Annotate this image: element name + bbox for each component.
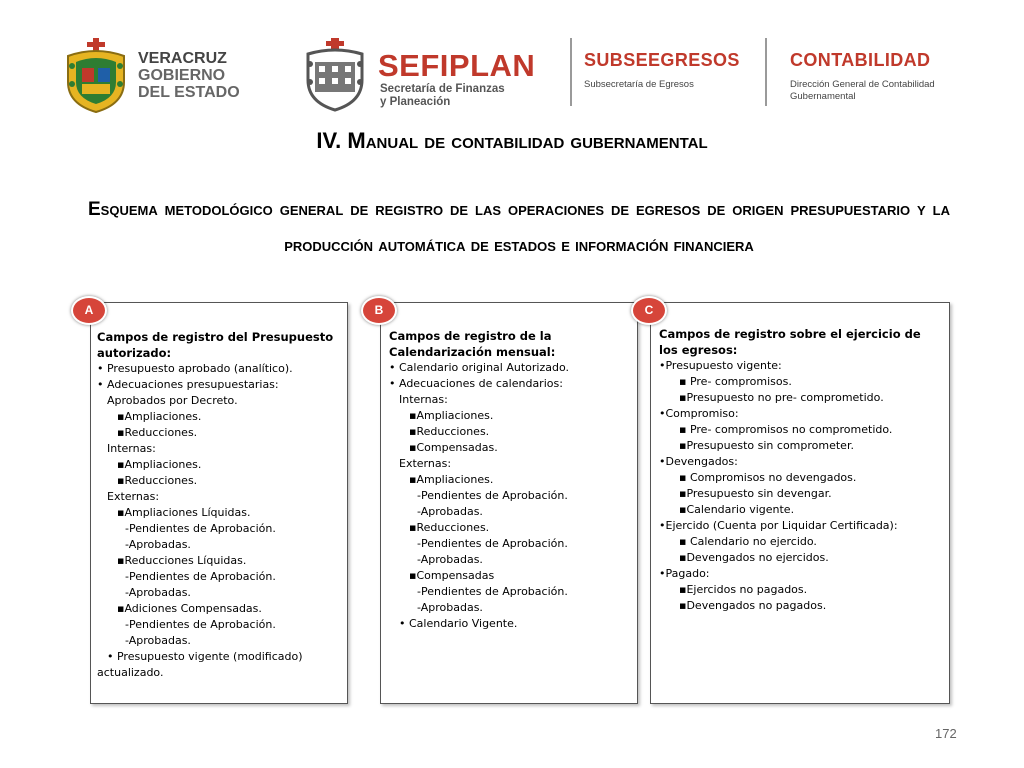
list-item: ▪ Compromisos no devengados. <box>679 471 857 484</box>
panel-c <box>644 302 950 704</box>
list-item: -Pendientes de Aprobación. <box>125 522 276 535</box>
contabilidad-sub-line1: Dirección General de Contabilidad <box>790 79 935 90</box>
list-item: • Calendario original Autorizado. <box>389 361 569 374</box>
list-item: ▪Ampliaciones Líquidas. <box>117 506 251 519</box>
list-item: -Aprobadas. <box>125 586 191 599</box>
list-item: •Pagado: <box>659 567 710 580</box>
list-item: -Pendientes de Aprobación. <box>125 570 276 583</box>
panel-b-content <box>389 328 631 632</box>
panel-a-title-line1: Campos de registro del Presupuesto <box>97 330 334 344</box>
panel-b-title-line1: Campos de registro de la <box>389 329 552 343</box>
list-item: ▪Ampliaciones. <box>409 473 494 486</box>
list-item: Externas: <box>399 457 452 470</box>
panel-a <box>84 302 348 704</box>
list-item: Internas: <box>107 442 156 455</box>
list-item: ▪Compensadas. <box>409 441 498 454</box>
list-item: -Aprobadas. <box>125 538 191 551</box>
panel-c-title-line2: los egresos: <box>659 343 738 357</box>
subsegresos-logo <box>584 50 759 91</box>
list-item: -Aprobadas. <box>417 553 483 566</box>
sefiplan-sub-line1: Secretaría de Finanzas <box>380 83 505 95</box>
list-item: Internas: <box>399 393 448 406</box>
list-item: • Presupuesto vigente (modificado) <box>107 650 303 663</box>
sefiplan-subtitle <box>380 83 505 109</box>
list-item: ▪Ejercidos no pagados. <box>679 583 808 596</box>
list-item: ▪ Calendario no ejercido. <box>679 535 817 548</box>
panel-badge-b: B <box>361 296 397 325</box>
sefiplan-shield-icon <box>302 38 368 112</box>
veracruz-line2: GOBIERNO <box>138 67 226 84</box>
panel-b <box>374 302 638 704</box>
list-item: -Pendientes de Aprobación. <box>417 489 568 502</box>
list-item: ▪Compensadas <box>409 569 495 582</box>
list-item: ▪Presupuesto sin comprometer. <box>679 439 854 452</box>
list-item: • Calendario Vigente. <box>399 617 518 630</box>
list-item: • Presupuesto aprobado (analítico). <box>97 362 293 375</box>
list-item: ▪Ampliaciones. <box>117 410 202 423</box>
list-item: •Presupuesto vigente: <box>659 359 782 372</box>
logo-divider <box>765 38 767 106</box>
list-item: -Aprobadas. <box>125 634 191 647</box>
list-item: ▪Devengados no ejercidos. <box>679 551 829 564</box>
panel-c-title-line1: Campos de registro sobre el ejercicio de <box>659 327 921 341</box>
list-item: • Adecuaciones de calendarios: <box>389 377 563 390</box>
contabilidad-logo <box>790 50 970 103</box>
list-item: •Compromiso: <box>659 407 739 420</box>
list-item: ▪Presupuesto sin devengar. <box>679 487 832 500</box>
list-item: ▪Ampliaciones. <box>409 409 494 422</box>
sefiplan-name: SEFIPLAN <box>378 48 536 83</box>
list-item: -Pendientes de Aprobación. <box>417 585 568 598</box>
list-item: ▪Reducciones Líquidas. <box>117 554 247 567</box>
sefiplan-sub-line2: y Planeación <box>380 96 451 108</box>
panel-badge-c: C <box>631 296 667 325</box>
list-item: ▪Adiciones Compensadas. <box>117 602 262 615</box>
logo-divider <box>570 38 572 106</box>
contabilidad-sub-line2: Gubernamental <box>790 91 856 102</box>
list-item: ▪Devengados no pagados. <box>679 599 827 612</box>
list-item: Externas: <box>107 490 160 503</box>
list-item: •Devengados: <box>659 455 738 468</box>
list-item: ▪Presupuesto no pre- comprometido. <box>679 391 884 404</box>
panel-b-title-line2: Calendarización mensual: <box>389 345 556 359</box>
subsegresos-subtitle: Subsecretaría de Egresos <box>584 79 694 90</box>
list-item: ▪Reducciones. <box>117 474 198 487</box>
list-item: ▪Reducciones. <box>409 425 490 438</box>
page-number: 172 <box>935 726 957 741</box>
list-item: ▪ Pre- compromisos no comprometido. <box>679 423 893 436</box>
list-item: •Ejercido (Cuenta por Liquidar Certificada): <box>659 519 898 532</box>
list-item: actualizado. <box>97 666 164 679</box>
list-item: • Adecuaciones presupuestarias: <box>97 378 279 391</box>
panel-badge-a: A <box>71 296 107 325</box>
veracruz-line3: DEL ESTADO <box>138 84 240 101</box>
list-item: -Aprobadas. <box>417 601 483 614</box>
veracruz-line1: VERACRUZ <box>138 50 227 67</box>
veracruz-shield-icon <box>62 38 130 114</box>
veracruz-logo <box>62 36 252 116</box>
panel-c-content <box>659 326 943 614</box>
list-item: ▪Calendario vigente. <box>679 503 795 516</box>
veracruz-wordmark <box>138 50 240 101</box>
contabilidad-title: CONTABILIDAD <box>790 50 931 70</box>
list-item: ▪Reducciones. <box>117 426 198 439</box>
list-item: -Pendientes de Aprobación. <box>417 537 568 550</box>
list-item: -Aprobadas. <box>417 505 483 518</box>
list-item: ▪Ampliaciones. <box>117 458 202 471</box>
list-item: -Pendientes de Aprobación. <box>125 618 276 631</box>
list-item: Aprobados por Decreto. <box>107 394 238 407</box>
subsegresos-title: SUBSEEGRESOS <box>584 50 740 70</box>
page-subtitle: Esquema metodológico general de registro de las operaciones de egresos de origen presupuestario y la producción automática de estados e información financiera <box>88 199 950 256</box>
list-item: ▪Reducciones. <box>409 521 490 534</box>
contabilidad-subtitle <box>790 79 970 103</box>
panel-a-content <box>97 329 341 681</box>
page-title: IV. Manual de contabilidad gubernamental <box>316 128 708 153</box>
sefiplan-logo <box>302 38 552 114</box>
list-item: ▪ Pre- compromisos. <box>679 375 792 388</box>
panel-a-title-line2: autorizado: <box>97 346 172 360</box>
header-logos <box>0 0 1024 118</box>
